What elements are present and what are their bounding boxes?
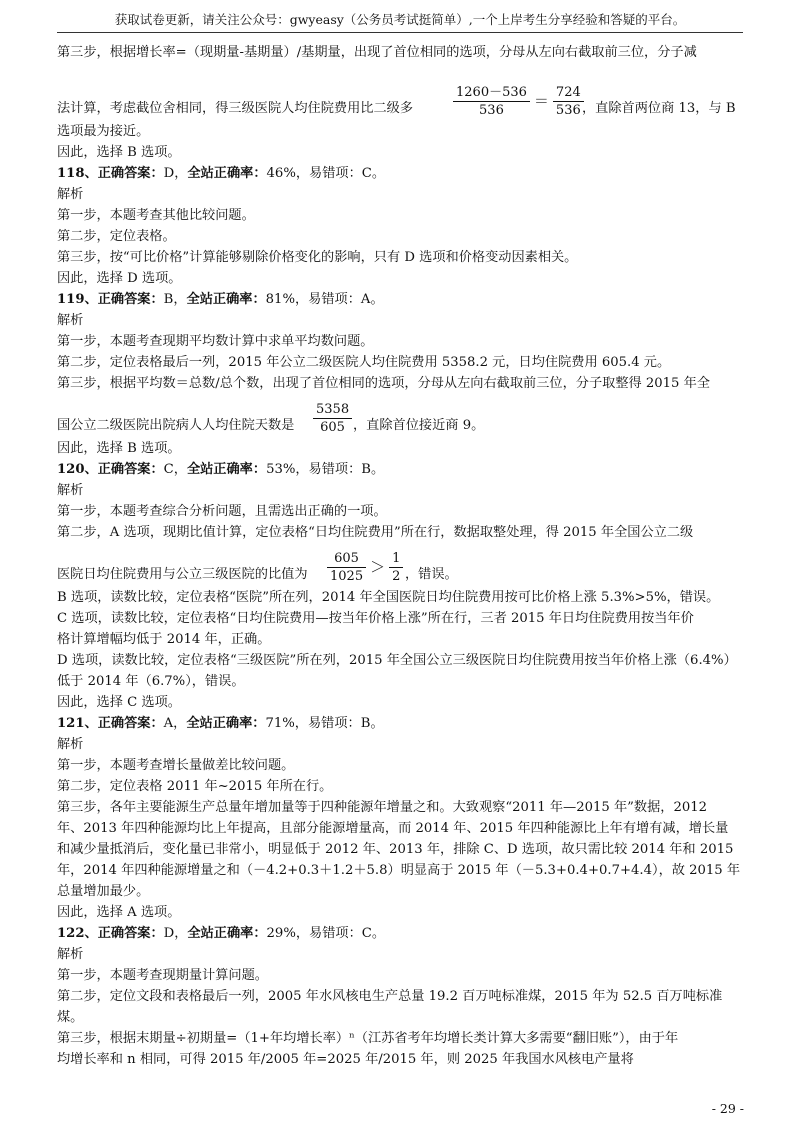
q118-step3: 第三步，按“可比价格”计算能够剔除价格变化的影响，只有 D 选项和价格变动因素相关。 bbox=[57, 250, 578, 265]
q118-conclusion: 因此，选择 D 选项。 bbox=[57, 271, 182, 286]
q120-formula: $\frac{605}{1025}$ ＞ $\frac{1}{2}$ bbox=[327, 550, 403, 585]
q120-option-d-line1: D 选项，读数比较，定位表格“三级医院”所在列，2015 年全国公立三级医院日均住院费用按当年价格上涨（6.4%） bbox=[57, 653, 737, 668]
q121-step2: 第二步，定位表格 2011 年~2015 年所在行。 bbox=[57, 779, 333, 794]
q119-fraction: $\frac{5358}{605}$ bbox=[313, 401, 352, 436]
q117-step3-text: 法计算，考虑截位舍相同，得三级医院人均住院费用比二级多 bbox=[57, 101, 414, 116]
page-number: - 29 - bbox=[711, 1101, 744, 1116]
q118-analysis-heading: 解析 bbox=[57, 187, 84, 202]
q122-step1: 第一步，本题考查现期量计算问题。 bbox=[57, 968, 268, 983]
document-body bbox=[57, 42, 747, 1070]
q122-step2-line1: 第二步，定位文段和表格最后一列，2005 年水风核电生产总量 19.2 百万吨标准煤，2015 年为 52.5 百万吨标准 bbox=[57, 989, 723, 1004]
q120-option-a-text-tail: ，错误。 bbox=[405, 567, 458, 582]
q120-option-a-line2 bbox=[57, 543, 747, 587]
q120-step1: 第一步，本题考查综合分析问题，且需选出正确的一项。 bbox=[57, 504, 387, 519]
header-divider bbox=[57, 32, 743, 33]
q120-option-c-line1: C 选项，读数比较，定位表格“日均住院费用—按当年价格上涨”所在行，三者 2015 年日均住院费用按当年价 bbox=[57, 611, 694, 626]
q117-step3-line3: 选项最为接近。 bbox=[57, 124, 150, 139]
q121-step3-line3: 和减少量抵消后，变化量已非常小，明显低于 2012 年、2013 年，排除 C、D 选项，故只需比较 2014 年和 2015 bbox=[57, 842, 734, 857]
q120-analysis-heading: 解析 bbox=[57, 483, 84, 498]
q118-answer-line: 118、正确答案：D，全站正确率：46%，易错项：C。 bbox=[57, 166, 386, 181]
q122-step2-line2: 煤。 bbox=[57, 1010, 84, 1025]
q121-step1: 第一步，本题考查增长量做差比较问题。 bbox=[57, 758, 295, 773]
q120-fraction-1: $\frac{605}{1025}$ bbox=[327, 550, 366, 585]
q119-analysis-heading: 解析 bbox=[57, 313, 84, 328]
q121-step3-line4: 年，2014 年四种能源增量之和（－4.2+0.3＋1.2＋5.8）明显高于 2015 年（－5.3+0.4+0.7+4.4），故 2015 年 bbox=[57, 863, 741, 878]
q119-answer-line: 119、正确答案：B，全站正确率：81%，易错项：A。 bbox=[57, 292, 384, 307]
q120-option-a-text: 医院日均住院费用与公立三级医院的比值为 bbox=[57, 567, 308, 582]
q119-step1: 第一步，本题考查现期平均数计算中求单平均数问题。 bbox=[57, 334, 374, 349]
q119-step3-text-tail: ，直除首位接近商 9。 bbox=[353, 418, 485, 433]
q117-fraction-2: $\frac{724}{536}$ bbox=[553, 84, 584, 119]
q120-answer-line: 120、正确答案：C，全站正确率：53%，易错项：B。 bbox=[57, 462, 385, 477]
q122-analysis-heading: 解析 bbox=[57, 947, 84, 962]
q121-conclusion: 因此，选择 A 选项。 bbox=[57, 905, 181, 920]
q120-option-b: B 选项，读数比较，定位表格“医院”所在列，2014 年全国医院日均住院费用按可比价格上涨 5.3%>5%，错误。 bbox=[57, 590, 720, 605]
q119-formula bbox=[313, 401, 352, 436]
q120-step2: 第二步，A 选项，现期比值计算，定位表格“日均住院费用”所在行，数据取整处理，得 2015 年全国公立二级 bbox=[57, 525, 694, 540]
q117-step3-text-tail: ，直除首两位商 13，与 B bbox=[582, 101, 736, 116]
q122-step3-line1: 第三步，根据末期量÷初期量=（1+年均增长率）ⁿ（江苏省考年均增长类计算大多需要“翻旧账”），由于年 bbox=[57, 1031, 679, 1046]
q117-conclusion: 因此，选择 B 选项。 bbox=[57, 145, 181, 160]
q117-formula: $\frac{1260-536}{536}$ ＝ $\frac{724}{536}$ bbox=[453, 84, 584, 119]
q121-step3-line2: 年、2013 年四种能源均比上年提高，且部分能源增量高，而 2014 年、2015 年四种能源比上年有增有减，增长量 bbox=[57, 821, 729, 836]
q122-step3-line2: 均增长率和 n 相同，可得 2015 年/2005 年=2025 年/2015 年，则 2025 年我国水风核电产量将 bbox=[57, 1052, 634, 1067]
q120-option-c-line2: 格计算增幅均低于 2014 年，正确。 bbox=[57, 632, 271, 647]
q117-step3-line1: 第三步，根据增长率=（现期量-基期量）/基期量，出现了首位相同的选项，分母从左向右截取前三位，分子减 bbox=[57, 45, 697, 60]
page-header: 获取试卷更新，请关注公众号：gwyeasy（公务员考试挺简单）,一个上岸考生分享经验和答疑的平台。 bbox=[114, 12, 686, 27]
q117-step3-line2 bbox=[57, 63, 747, 121]
q121-step3-line5: 总量增加最少。 bbox=[57, 884, 150, 899]
q122-answer-line: 122、正确答案：D，全站正确率：29%，易错项：C。 bbox=[57, 926, 386, 941]
q120-option-d-line2: 低于 2014 年（6.7%），错误。 bbox=[57, 674, 245, 689]
q119-step3-line2 bbox=[57, 394, 747, 438]
q121-step3-line1: 第三步，各年主要能源生产总量年增加量等于四种能源年增量之和。大致观察“2011 年—2015 年”数据，2012 bbox=[57, 800, 708, 815]
q117-fraction-1: $\frac{1260-536}{536}$ bbox=[453, 84, 530, 119]
q121-answer-line: 121、正确答案：A，全站正确率：71%，易错项：B。 bbox=[57, 716, 384, 731]
q118-step1: 第一步，本题考查其他比较问题。 bbox=[57, 208, 255, 223]
q118-step2: 第二步，定位表格。 bbox=[57, 229, 176, 244]
q121-analysis-heading: 解析 bbox=[57, 737, 84, 752]
q120-fraction-2: $\frac{1}{2}$ bbox=[389, 550, 403, 585]
q119-step2: 第二步，定位表格最后一列，2015 年公立二级医院人均住院费用 5358.2 元，日均住院费用 605.4 元。 bbox=[57, 355, 671, 370]
q120-conclusion: 因此，选择 C 选项。 bbox=[57, 695, 181, 710]
q119-step3-text: 国公立二级医院出院病人人均住院天数是 bbox=[57, 418, 295, 433]
q119-conclusion: 因此，选择 B 选项。 bbox=[57, 441, 181, 456]
q119-step3: 第三步，根据平均数＝总数/总个数，出现了首位相同的选项，分母从左向右截取前三位，分子取整得 2015 年全 bbox=[57, 376, 711, 391]
